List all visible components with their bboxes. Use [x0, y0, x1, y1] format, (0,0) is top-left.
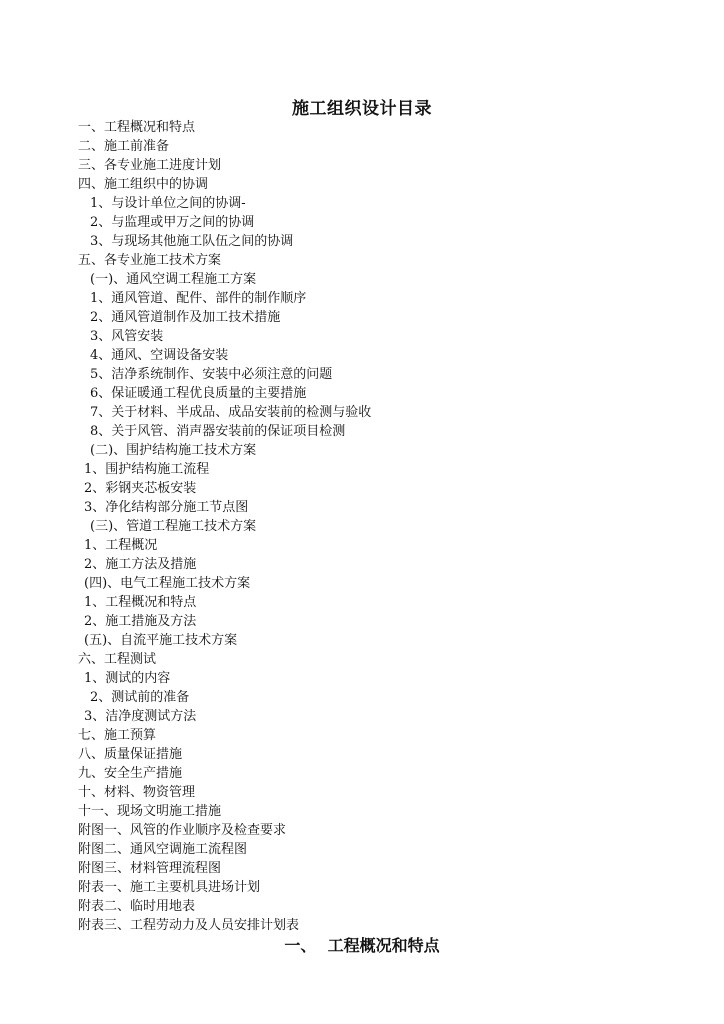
- toc-item: 3、风管安装: [90, 329, 164, 344]
- toc-item: 1、通风管道、配件、部件的制作顺序: [90, 291, 307, 306]
- toc-item: (五)、自流平施工技术方案: [84, 633, 238, 648]
- toc-item: 七、施工预算: [78, 728, 157, 743]
- toc-item: (一)、通风空调工程施工方案: [90, 272, 257, 287]
- toc-item: 六、工程测试: [78, 652, 157, 667]
- toc-item: 2、彩钢夹芯板安装: [84, 481, 197, 496]
- toc-item: 四、施工组织中的协调: [78, 177, 209, 192]
- toc-item: 2、与监理或甲万之间的协调: [90, 215, 255, 230]
- toc-item: 1、围护结构施工流程: [84, 462, 210, 477]
- toc-item: 附图一、风管的作业顺序及检查要求: [78, 823, 287, 838]
- toc-item: 4、通风、空调设备安装: [90, 348, 229, 363]
- toc-item: 1、测试的内容: [84, 671, 171, 686]
- toc-item: (二)、围护结构施工技术方案: [90, 443, 257, 458]
- toc-item: (四)、电气工程施工技术方案: [84, 576, 251, 591]
- toc-item: 2、施工方法及措施: [84, 557, 197, 572]
- toc-item: 7、关于材料、半成品、成品安装前的检测与验收: [90, 405, 372, 420]
- toc-item: 1、工程概况: [84, 538, 158, 553]
- toc-item: 2、施工措施及方法: [84, 614, 197, 629]
- toc-item: 三、各专业施工进度计划: [78, 158, 222, 173]
- toc-item: 五、各专业施工技术方案: [78, 253, 222, 268]
- toc-item: 附表二、临时用地表: [78, 899, 196, 914]
- toc-item: 1、工程概况和特点: [84, 595, 197, 610]
- toc-item: 九、安全生产措施: [78, 766, 183, 781]
- toc-item: 附表三、工程劳动力及人员安排计划表: [78, 918, 300, 933]
- toc-item: 一、工程概况和特点: [78, 120, 196, 135]
- toc-item: 二、施工前准备: [78, 139, 170, 154]
- toc-item: 八、质量保证措施: [78, 747, 183, 762]
- section-heading: 一、 工程概况和特点: [284, 936, 440, 955]
- toc-item: 5、洁净系统制作、安装中必须注意的问题: [90, 367, 333, 382]
- toc-item: 十一、现场文明施工措施: [78, 804, 222, 819]
- toc-item: 8、关于风管、消声器安装前的保证项目检测: [90, 424, 346, 439]
- toc-item: 十、材料、物资管理: [78, 785, 196, 800]
- toc-item: (三)、管道工程施工技术方案: [90, 519, 257, 534]
- toc-item: 附图三、材料管理流程图: [78, 861, 222, 876]
- toc-item: 6、保证暖通工程优良质量的主要措施: [90, 386, 307, 401]
- document-title: 施工组织设计目录: [292, 99, 432, 119]
- toc-item: 3、洁净度测试方法: [84, 709, 197, 724]
- toc-item: 附图二、通风空调施工流程图: [78, 842, 248, 857]
- toc-item: 1、与设计单位之间的协调-: [90, 196, 246, 211]
- toc-item: 2、测试前的准备: [90, 690, 190, 705]
- toc-item: 2、通风管道制作及加工技术措施: [90, 310, 281, 325]
- table-of-contents: [78, 118, 371, 935]
- toc-item: 3、净化结构部分施工节点图: [84, 500, 249, 515]
- toc-item: 附表一、施工主要机具进场计划: [78, 880, 261, 895]
- toc-item: 3、与现场其他施工队伍之间的协调: [90, 234, 294, 249]
